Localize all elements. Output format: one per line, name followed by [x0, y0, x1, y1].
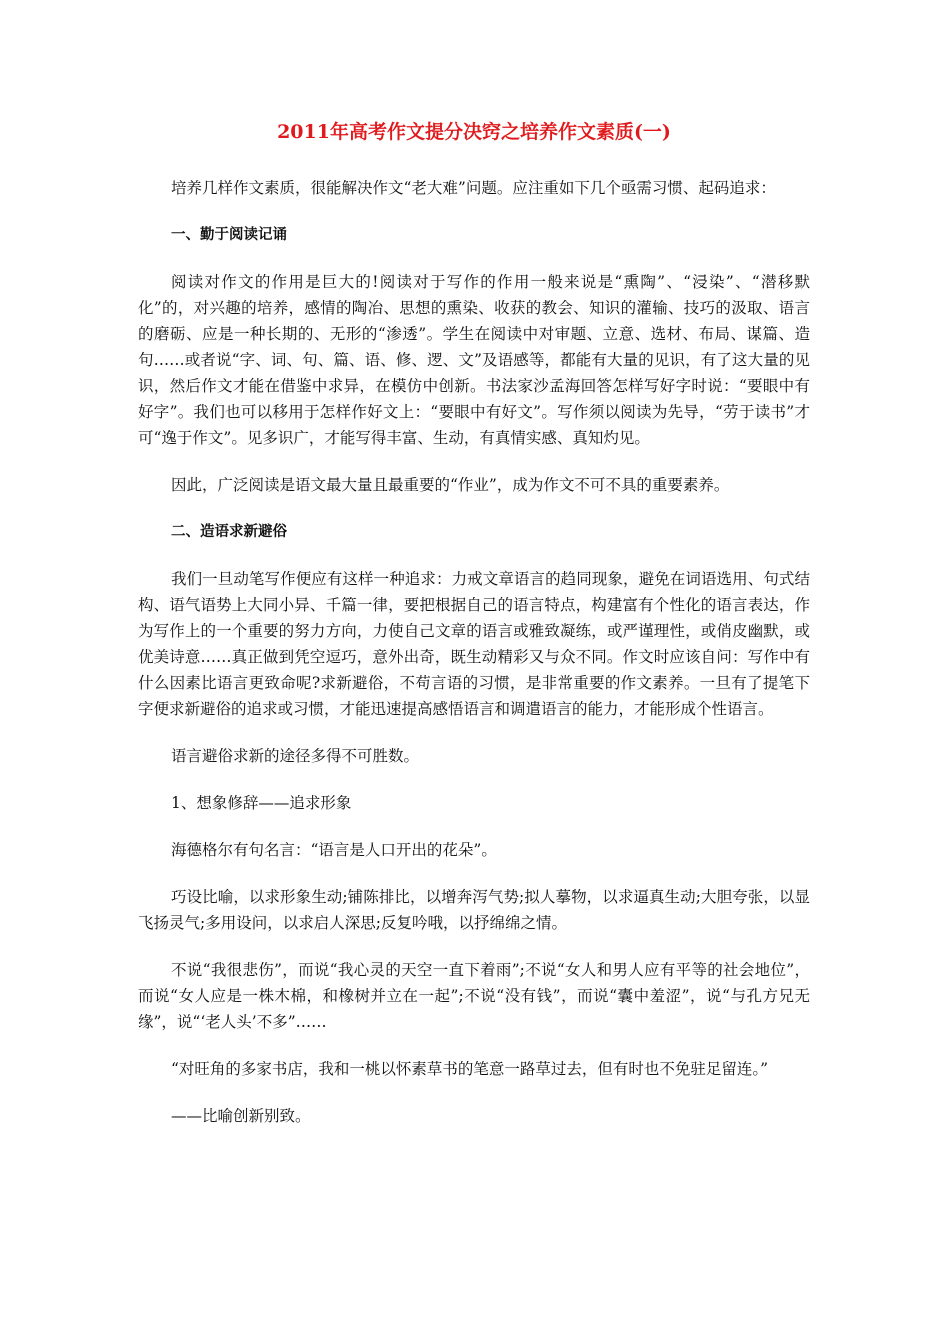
subheading-imagery: 1、想象修辞——追求形象	[171, 794, 352, 812]
examples-paragraph: 不说“我很悲伤”，而说“我心灵的天空一直下着雨”;不说“女人和男人应有平等的社会地位”，而说“女人应是一株木棉，和橡树并立在一起”;不说“没有钱”，而说“囊中羞涩”，说“与孔方兄无缘”，说“‘老人头’不多”……	[138, 961, 810, 1031]
metaphor-note: ——比喻创新别致。	[171, 1107, 311, 1125]
bookstore-quote: “对旺角的多家书店，我和一桃以怀素草书的笔意一路草过去，但有时也不免驻足留连。”	[171, 1060, 769, 1078]
intro-paragraph: 培养几样作文素质，很能解决作文“老大难”问题。应注重如下几个亟需习惯、起码追求：	[171, 179, 776, 197]
section-heading-language: 二、造语求新避俗	[171, 524, 287, 540]
section-heading-reading: 一、勤于阅读记诵	[171, 227, 287, 243]
language-paragraph-2: 语言避俗求新的途径多得不可胜数。	[171, 747, 420, 765]
quote-heidegger: 海德格尔有句名言：“语言是人口开出的花朵”。	[171, 841, 497, 859]
language-paragraph-1: 我们一旦动笔写作便应有这样一种追求：力戒文章语言的趋同现象，避免在词语选用、句式结构、语气语势上大同小异、千篇一律，要把根据自己的语言特点，构建富有个性化的语言表达，作为写作上的一个重要的努力方向，力使自己文章的语言或雅致凝练，或严谨理性，或俏皮幽默，或优美诗意……真正做到凭空逗巧，意外出奇，既生动精彩又与众不同。作文时应该自问：写作中有什么因素比语言更致命呢?求新避俗，不苟言语的习惯，是非常重要的作文素养。一旦有了提笔下字便求新避俗的追求或习惯，才能迅速提高感悟语言和调遣语言的能力，才能形成个性语言。	[138, 570, 810, 718]
reading-paragraph-1: 阅读对作文的作用是巨大的!阅读对于写作的作用一般来说是“熏陶”、“浸染”、“潜移默化”的，对兴趣的培养，感情的陶冶、思想的熏染、收获的教会、知识的灌输、技巧的汲取、语言的磨砺、应是一种长期的、无形的“渗透”。学生在阅读中对审题、立意、选材、布局、谋篇、造句……或者说“字、词、句、篇、语、修、逻、文”及语感等，都能有大量的见识，有了这大量的见识，然后作文才能在借鉴中求异，在模仿中创新。书法家沙孟海回答怎样写好字时说：“要眼中有好字”。我们也可以移用于怎样作好文上：“要眼中有好文”。写作须以阅读为先导，“劳于读书”才可“逸于作文”。见多识广，才能写得丰富、生动，有真情实感、真知灼见。	[138, 273, 810, 447]
rhetoric-paragraph: 巧设比喻，以求形象生动;铺陈排比，以增奔泻气势;拟人摹物，以求逼真生动;大胆夸张，以显飞扬灵气;多用设问，以求启人深思;反复吟哦，以抒绵绵之情。	[138, 888, 810, 932]
document-title: 2011年高考作文提分决窍之培养作文素质(一)	[277, 121, 671, 143]
reading-paragraph-2: 因此，广泛阅读是语文最大量且最重要的“作业”，成为作文不可不具的重要素养。	[171, 476, 730, 494]
document-body	[138, 118, 810, 1150]
